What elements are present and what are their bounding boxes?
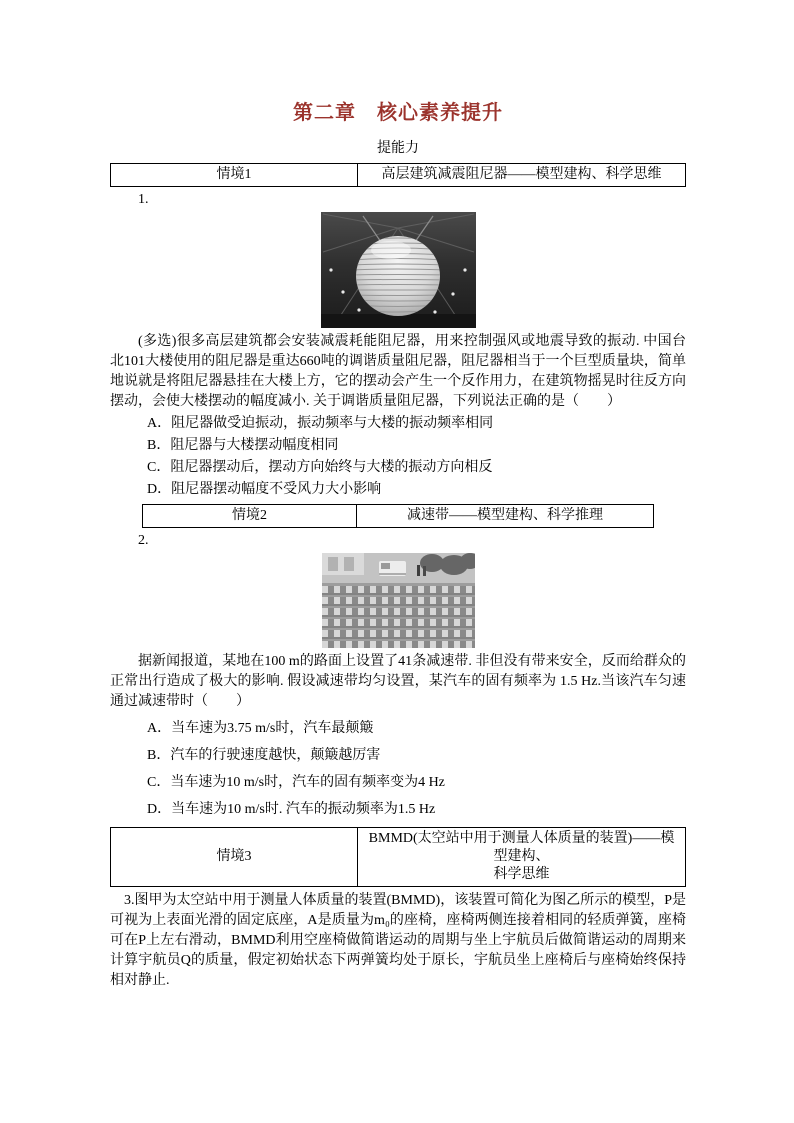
speed-bump-photo	[322, 553, 475, 648]
scenario-3-topic-line2: 科学思维	[493, 867, 550, 882]
scenario-1-label: 情境1	[111, 164, 358, 187]
question-1-stem: (多选)很多高层建筑都会安装减震耗能阻尼器，用来控制强风或地震导致的振动. 中国台北101大楼使用的阻尼器是重达660吨的调谐质量阻尼器，阻尼器相当于一个巨型质量块，简单地说就是将阻尼器悬挂在大楼上方，它的摆动会产生一个反作用力，在建筑物摇晃时往反方向摆动，会使大楼摆动的幅度减小. 关于调谐质量阻尼器，下列说法正确的是（ ）	[110, 334, 686, 409]
question-2-option-a: A．当车速为3.75 m/s时，汽车最颠簸	[147, 721, 374, 736]
question-1-option-c: C．阻尼器摆动后，摆动方向始终与大楼的振动方向相反	[147, 460, 493, 475]
scenario-table-2	[142, 504, 654, 528]
scenario-2-topic: 减速带——模型建构、科学推理	[357, 505, 654, 528]
tuned-mass-damper-photo	[321, 212, 476, 328]
scenario-1-topic: 高层建筑减震阻尼器——模型建构、科学思维	[358, 164, 686, 187]
question-2-figure	[110, 553, 686, 648]
section-label: 提能力	[377, 139, 419, 155]
table-row	[143, 505, 654, 528]
question-2-options	[110, 719, 686, 820]
question-1-figure	[110, 212, 686, 328]
question-2-stem: 据新闻报道，某地在100 m的路面上设置了41条减速带. 非但没有带来安全，反而给群众的正常出行造成了极大的影响. 假设减速带均匀设置，某汽车的固有频率为 1.5 Hz.当该汽车匀速通过减速带时（ ）	[110, 654, 686, 709]
question-2-option-d: D．当车速为10 m/s时. 汽车的振动频率为1.5 Hz	[147, 802, 436, 817]
question-1-option-d: D．阻尼器摆动幅度不受风力大小影响	[147, 482, 382, 497]
question-3-stem: 3.图甲为太空站中用于测量人体质量的装置(BMMD)，该装置可简化为图乙所示的模型，P是可视为上表面光滑的固定底座，A是质量为m₀的座椅，座椅两侧连接着相同的轻质弹簧，座椅可在P上左右滑动，BMMD利用空座椅做简谐运动的周期与坐上宇航员后做简谐运动的周期来计算宇航员Q的质量，假定初始状态下两弹簧均处于原长，宇航员坐上座椅后与座椅始终保持相对静止.	[110, 893, 686, 988]
question-2-option-c: C．当车速为10 m/s时，汽车的固有频率变为4 Hz	[147, 775, 445, 790]
question-1-option-b: B．阻尼器与大楼摆动幅度相同	[147, 438, 339, 453]
scenario-2-label: 情境2	[143, 505, 357, 528]
scenario-3-topic-line1: BMMD(太空站中用于测量人体质量的装置)——模型建构、	[368, 831, 675, 864]
scenario-table-3	[110, 827, 686, 887]
scenario-table-1	[110, 163, 686, 187]
page-title: 第二章 核心素养提升	[293, 102, 503, 124]
question-1-options	[110, 414, 686, 500]
question-2-number: 2.	[138, 533, 149, 548]
question-1-option-a: A．阻尼器做受迫振动，振动频率与大楼的振动频率相同	[147, 416, 494, 431]
scenario-3-label: 情境3	[111, 828, 358, 887]
scenario-3-topic	[358, 828, 686, 887]
question-1-number: 1.	[138, 192, 149, 207]
table-row	[111, 828, 686, 887]
table-row	[111, 164, 686, 187]
question-2-option-b: B．汽车的行驶速度越快，颠簸越厉害	[147, 748, 381, 763]
